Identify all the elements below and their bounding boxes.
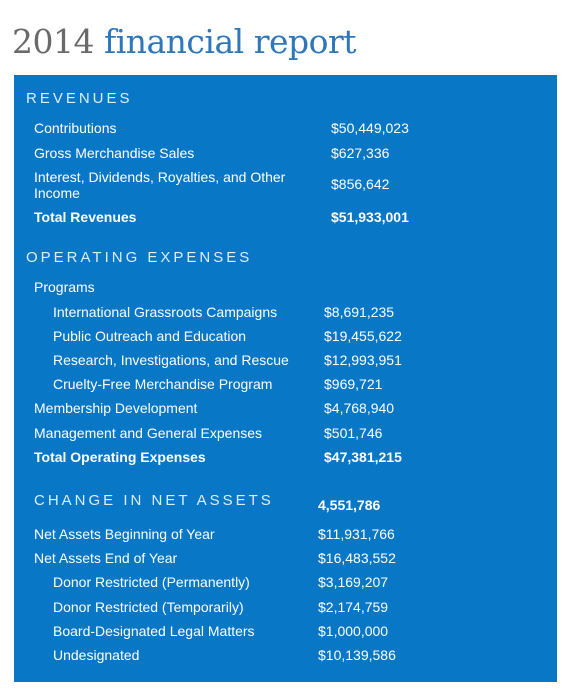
revenue-row-value: $856,642 — [331, 176, 390, 192]
expense-row-label: Management and General Expenses — [34, 425, 263, 441]
net-assets-row-label: Net Assets End of Year — [34, 550, 178, 566]
program-row-value: $12,993,951 — [324, 352, 402, 368]
revenues-heading: REVENUES — [26, 90, 133, 107]
program-row-label: Public Outreach and Education — [53, 328, 247, 344]
programs-label: Programs — [34, 279, 95, 295]
expense-row-label: Membership Development — [34, 400, 198, 416]
expense-row-value: $4,768,940 — [324, 400, 395, 416]
program-row-value: $969,721 — [324, 376, 383, 392]
net-assets-row-value: $11,931,766 — [318, 526, 395, 542]
net-assets-breakdown-value: $3,169,207 — [318, 574, 389, 590]
total-revenues-value: $51,933,001 — [331, 209, 409, 225]
net-assets-row-label: Net Assets Beginning of Year — [34, 526, 215, 542]
net-assets-row-value: $16,483,552 — [318, 550, 396, 566]
change-in-net-assets-value: 4,551,786 — [318, 497, 381, 513]
net-assets-breakdown-label: Donor Restricted (Temporarily) — [53, 599, 244, 615]
program-row-value: $19,455,622 — [324, 328, 402, 344]
title-text: financial report — [103, 22, 357, 61]
revenue-row-label: Gross Merchandise Sales — [34, 145, 195, 161]
total-operating-expenses-label: Total Operating Expenses — [34, 449, 206, 465]
total-operating-expenses-value: $47,381,215 — [324, 449, 402, 465]
program-row-value: $8,691,235 — [324, 304, 395, 320]
net-assets-breakdown-label: Board-Designated Legal Matters — [53, 623, 255, 639]
net-assets-breakdown-value: $2,174,759 — [318, 599, 389, 615]
net-assets-breakdown-label: Undesignated — [53, 647, 140, 663]
revenue-row-value: $627,336 — [331, 145, 390, 161]
expense-row-value: $501,746 — [324, 425, 383, 441]
title-year: 2014 — [12, 22, 94, 61]
net-assets-breakdown-value: $1,000,000 — [318, 623, 389, 639]
page-title — [12, 16, 356, 68]
financial-panel — [14, 75, 557, 682]
operating-expenses-heading: OPERATING EXPENSES — [26, 249, 253, 266]
program-row-label: Cruelty-Free Merchandise Program — [53, 376, 273, 392]
total-revenues-label: Total Revenues — [34, 209, 137, 225]
program-row-label: Research, Investigations, and Rescue — [53, 352, 289, 368]
revenue-row-label: Interest, Dividends, Royalties, and Other Income — [34, 169, 286, 201]
revenue-row-label: Contributions — [34, 120, 117, 136]
net-assets-breakdown-label: Donor Restricted (Permanently) — [53, 574, 250, 590]
net-assets-heading: CHANGE IN NET ASSETS — [34, 492, 274, 509]
revenue-row-value: $50,449,023 — [331, 120, 409, 136]
program-row-label: International Grassroots Campaigns — [53, 304, 278, 320]
net-assets-breakdown-value: $10,139,586 — [318, 647, 396, 663]
